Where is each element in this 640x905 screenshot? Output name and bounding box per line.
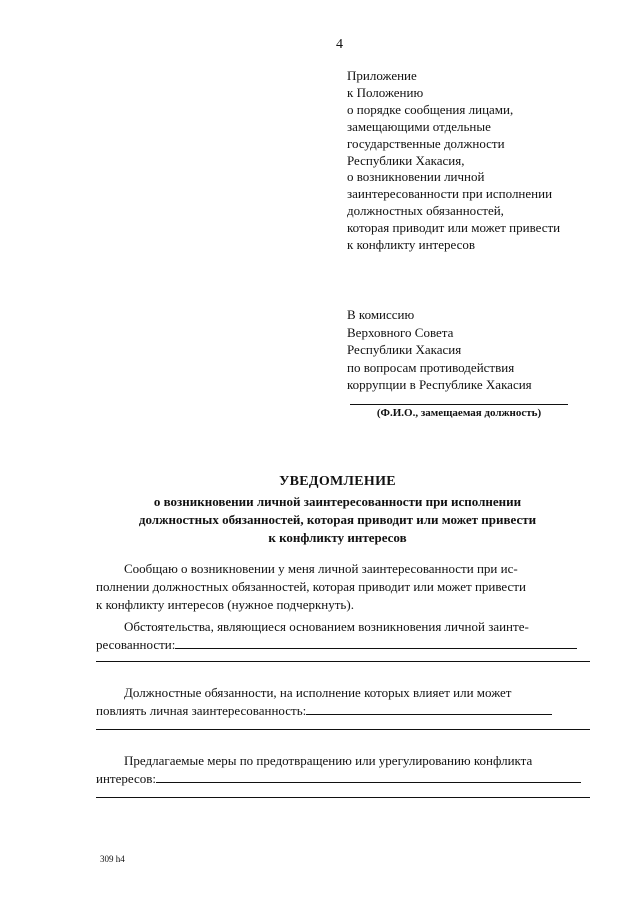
- addressee-line: Республики Хакасия: [347, 342, 462, 357]
- paragraph-line: интересов:: [96, 771, 156, 786]
- paragraph-measures: [96, 752, 592, 788]
- appendix-line: Республики Хакасия,: [347, 152, 465, 168]
- paragraph-notification: [96, 560, 592, 614]
- document-title: УВЕДОМЛЕНИЕ: [279, 474, 396, 489]
- duties-field[interactable]: [306, 702, 552, 715]
- appendix-line: Приложение: [347, 68, 417, 83]
- addressee-line: Верховного Совета: [347, 324, 454, 340]
- circumstances-field[interactable]: [175, 636, 577, 649]
- measures-field-line[interactable]: [96, 797, 590, 798]
- appendix-line: должностных обязанностей,: [347, 203, 504, 219]
- circumstances-field-line[interactable]: [96, 661, 590, 662]
- appendix-line: которая приводит или может привести: [347, 220, 561, 236]
- appendix-line: замещающими отдельные: [347, 118, 491, 134]
- paragraph-line: Должностные обязанности, на исполнение которых влияет или может: [124, 685, 512, 700]
- paragraph-circumstances: [96, 618, 592, 654]
- page-number: 4: [336, 37, 343, 52]
- paragraph-line: Предлагаемые меры по предотвращению или урегулированию конфликта: [124, 753, 533, 768]
- paragraph-line: Сообщаю о возникновении у меня личной заинтересованности при ис-: [124, 561, 518, 576]
- measures-field[interactable]: [156, 770, 581, 783]
- footer-code: 309 h4: [100, 854, 125, 864]
- appendix-heading: [347, 68, 632, 254]
- addressee-line: В комиссию: [347, 307, 415, 322]
- document-subtitle: [60, 493, 615, 547]
- appendix-line: государственные должности: [347, 135, 505, 151]
- appendix-line: о возникновении личной: [347, 169, 485, 185]
- subtitle-line: к конфликту интересов: [268, 530, 407, 545]
- appendix-line: о порядке сообщения лицами,: [347, 101, 514, 117]
- paragraph-line: повлиять личная заинтересованность:: [96, 703, 307, 718]
- signature-line: [350, 404, 568, 405]
- paragraph-line: к конфликту интересов (нужное подчеркнуть).: [96, 597, 354, 612]
- paragraph-line: полнении должностных обязанностей, которая приводит или может привести: [96, 579, 526, 594]
- paragraph-line: Обстоятельства, являющиеся основанием возникновения личной заинте-: [124, 619, 529, 634]
- appendix-line: к конфликту интересов: [347, 237, 475, 253]
- duties-field-line[interactable]: [96, 729, 590, 730]
- subtitle-line: о возникновении личной заинтересованности при исполнении: [153, 494, 522, 509]
- appendix-line: заинтересованности при исполнении: [347, 186, 553, 202]
- paragraph-line: ресованности:: [96, 637, 176, 652]
- addressee-line: по вопросам противодействия: [347, 359, 515, 375]
- subtitle-line: должностных обязанностей, которая приводит или может привести: [138, 512, 537, 527]
- signature-caption: (Ф.И.О., замещаемая должность): [376, 407, 542, 419]
- addressee-line: коррупции в Республике Хакасия: [347, 377, 532, 392]
- addressee-block: [347, 306, 632, 394]
- paragraph-duties: [96, 684, 592, 720]
- appendix-line: к Положению: [347, 84, 424, 100]
